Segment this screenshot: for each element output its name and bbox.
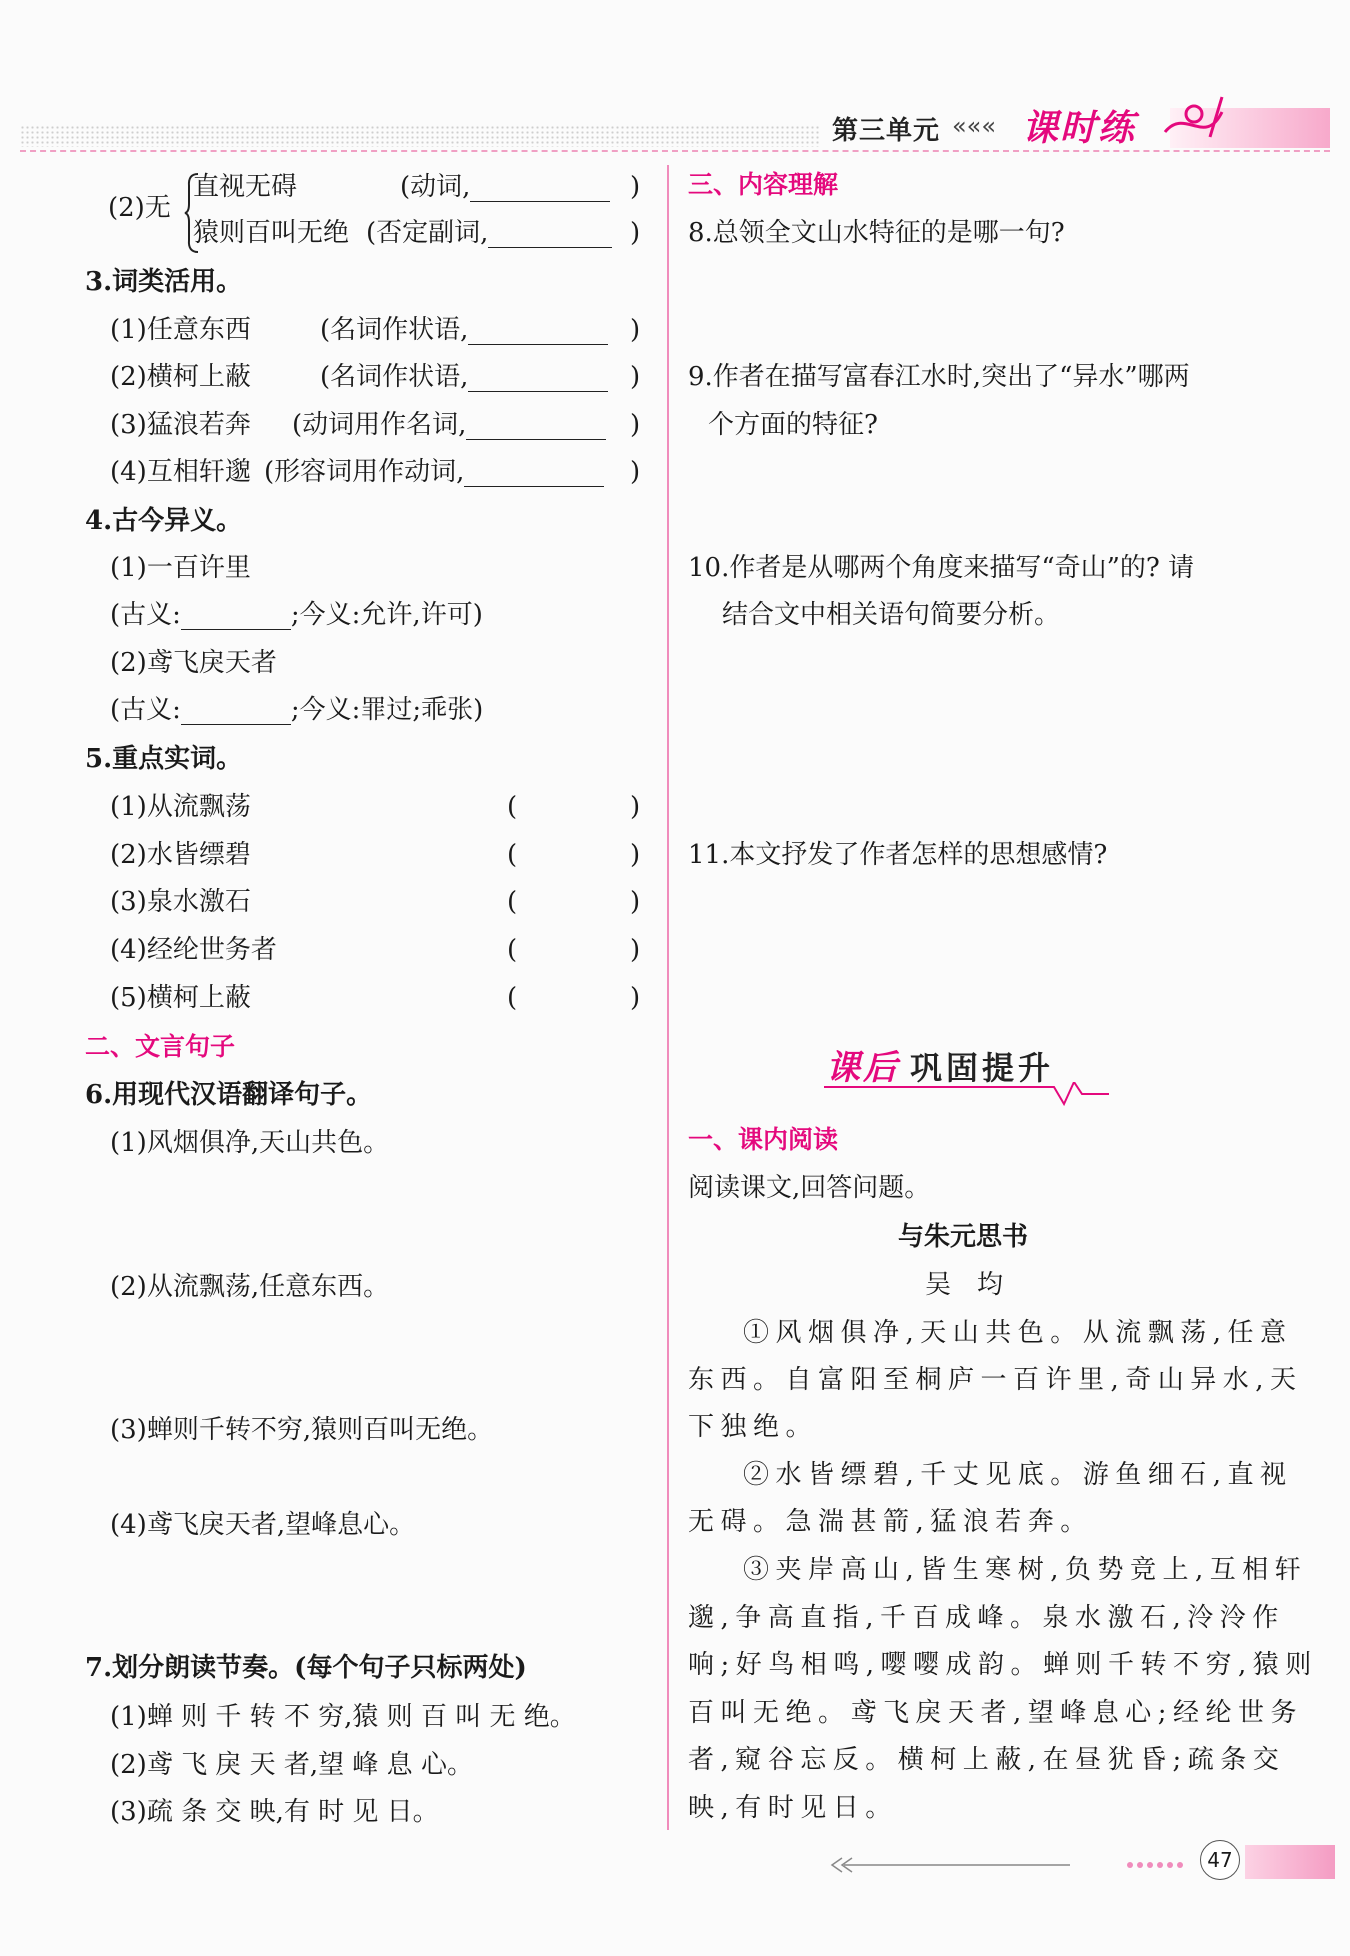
passage-line: 下独绝。 xyxy=(688,1412,819,1442)
passage-title: 与朱元思书 xyxy=(898,1222,1029,1252)
q4-item: (2)鸢飞戾天者 xyxy=(110,648,277,678)
passage-author: 吴 均 xyxy=(925,1270,1004,1300)
q3-item-hint xyxy=(320,362,608,392)
banner-label-a: 课后 xyxy=(826,1048,900,1088)
q3-item: (2)横柯上蔽 xyxy=(110,362,251,392)
answer-blank[interactable] xyxy=(181,698,291,725)
q3-item-hint xyxy=(320,315,608,345)
section-1-heading: 一、课内阅读 xyxy=(688,1125,839,1154)
q9-line-2: 个方面的特征? xyxy=(708,410,878,440)
q6-item: (2)从流飘荡,任意东西。 xyxy=(110,1272,390,1302)
q4-title: 4.古今异义。 xyxy=(85,506,243,536)
answer-blank[interactable] xyxy=(468,365,608,392)
open-paren: ( xyxy=(507,935,518,965)
open-paren: ( xyxy=(507,983,518,1013)
q4-gloss xyxy=(110,695,483,725)
q5-item: (5)横柯上蔽 xyxy=(110,983,251,1013)
passage-line: ①风烟俱净,天山共色。从流飘荡,任意 xyxy=(743,1318,1293,1348)
q5-item: (1)从流飘荡 xyxy=(110,792,251,822)
passage-line: 响;好鸟相鸣,嘤嘤成韵。蝉则千转不穷,猿则 xyxy=(688,1650,1318,1680)
q6-item: (4)鸢飞戾天者,望峰息心。 xyxy=(110,1510,416,1540)
q3-item: (3)猛浪若奔 xyxy=(110,410,251,440)
close-paren: ) xyxy=(630,887,641,917)
q3-item-hint xyxy=(292,410,606,440)
q2-item-b-hint xyxy=(366,218,612,248)
reading-intro: 阅读课文,回答问题。 xyxy=(688,1173,931,1203)
close-paren: ) xyxy=(630,410,641,440)
q11: 11.本文抒发了作者怎样的思想感情? xyxy=(688,840,1108,870)
hint-text: (动词用作名词, xyxy=(292,410,467,440)
q4-item: (1)一百许里 xyxy=(110,553,251,583)
passage-line: 邈,争高直指,千百成峰。泉水激石,泠泠作 xyxy=(688,1603,1285,1633)
double-chevron-icon: ««« xyxy=(952,112,997,140)
ancient-meaning-label: (古义: xyxy=(110,695,181,725)
page-number: 47 xyxy=(1200,1840,1240,1880)
q4-gloss xyxy=(110,600,483,630)
column-divider xyxy=(667,165,669,1830)
answer-blank[interactable] xyxy=(464,460,604,487)
close-paren: ) xyxy=(630,172,641,202)
q5-item: (3)泉水激石 xyxy=(110,887,251,917)
answer-blank[interactable] xyxy=(181,603,291,630)
hint-text: (形容词用作动词, xyxy=(264,457,465,487)
section-2-heading: 二、文言句子 xyxy=(85,1032,236,1061)
close-paren: ) xyxy=(630,935,641,965)
modern-meaning: ;今义:允许,许可) xyxy=(290,600,483,630)
section-3-heading: 三、内容理解 xyxy=(688,170,839,199)
heartbeat-line-icon xyxy=(824,1082,1109,1112)
lesson-title: 课时练 xyxy=(1022,108,1137,149)
close-paren: ) xyxy=(630,315,641,345)
q5-title: 5.重点实词。 xyxy=(85,744,243,774)
close-paren: ) xyxy=(630,792,641,822)
q10-line-1: 10.作者是从哪两个角度来描写“奇山”的? 请 xyxy=(688,553,1195,583)
q2-prefix: (2)无 xyxy=(108,193,171,223)
close-paren: ) xyxy=(630,457,641,487)
q2-item-a-text: 直视无碍 xyxy=(193,172,298,202)
q2-item-a-hint xyxy=(400,172,610,202)
passage-line: 无碍。急湍甚箭,猛浪若奔。 xyxy=(688,1507,1093,1537)
ancient-meaning-label: (古义: xyxy=(110,600,181,630)
header-dot-pattern xyxy=(20,125,820,147)
hint-text: (否定副词, xyxy=(366,218,489,248)
q3-item: (1)任意东西 xyxy=(110,315,251,345)
passage-line: ③夹岸高山,皆生寒树,负势竞上,互相轩 xyxy=(743,1555,1308,1585)
passage-line: 百叫无绝。鸢飞戾天者,望峰息心;经纶世务 xyxy=(688,1698,1304,1728)
open-paren: ( xyxy=(507,792,518,822)
passage-line: 映,有时见日。 xyxy=(688,1793,898,1823)
q5-item: (2)水皆缥碧 xyxy=(110,840,251,870)
passage-line: 者,窥谷忘反。横柯上蔽,在昼犹昏;疏条交 xyxy=(688,1745,1286,1775)
answer-blank[interactable] xyxy=(466,413,606,440)
answer-blank[interactable] xyxy=(470,175,610,202)
q9-line-1: 9.作者在描写富春江水时,突出了“异水”哪两 xyxy=(688,362,1190,392)
q7-item: (2)鸢 飞 戾 天 者,望 峰 息 心。 xyxy=(110,1750,473,1780)
close-paren: ) xyxy=(630,840,641,870)
passage-line: ②水皆缥碧,千丈见底。游鱼细石,直视 xyxy=(743,1460,1293,1490)
open-paren: ( xyxy=(507,840,518,870)
close-paren: ) xyxy=(630,983,641,1013)
q7-item: (1)蝉 则 千 转 不 穷,猿 则 百 叫 无 绝。 xyxy=(110,1702,576,1732)
answer-blank[interactable] xyxy=(488,221,612,248)
q7-title: 7.划分朗读节奏。(每个句子只标两处) xyxy=(85,1653,527,1683)
q6-title: 6.用现代汉语翻译句子。 xyxy=(85,1080,373,1110)
q6-item: (3)蝉则千转不穷,猿则百叫无绝。 xyxy=(110,1415,494,1445)
q5-item: (4)经纶世务者 xyxy=(110,935,277,965)
unit-title: 第三单元 xyxy=(832,116,941,146)
q3-item-hint xyxy=(264,457,604,487)
hint-text: (名词作状语, xyxy=(320,315,469,345)
footer-pink-band xyxy=(1245,1845,1335,1879)
passage-line: 东西。自富阳至桐庐一百许里,奇山异水,天 xyxy=(688,1365,1303,1395)
modern-meaning: ;今义:罪过;乖张) xyxy=(290,695,484,725)
q10-line-2: 结合文中相关语句简要分析。 xyxy=(722,600,1061,630)
close-paren: ) xyxy=(630,218,641,248)
q3-title: 3.词类活用。 xyxy=(85,267,243,297)
hint-text: (名词作状语, xyxy=(320,362,469,392)
hint-text: (动词, xyxy=(400,172,471,202)
footer-arrow-icon xyxy=(830,1855,1200,1875)
open-paren: ( xyxy=(507,887,518,917)
swirl-decoration-icon xyxy=(1160,92,1230,152)
close-paren: ) xyxy=(630,362,641,392)
q3-item: (4)互相轩邈 xyxy=(110,457,251,487)
answer-blank[interactable] xyxy=(468,318,608,345)
q2-item-a xyxy=(193,172,297,202)
q7-item: (3)疏 条 交 映,有 时 见 日。 xyxy=(110,1797,439,1827)
q8: 8.总领全文山水特征的是哪一句? xyxy=(688,218,1065,248)
q2-item-b: 猿则百叫无绝 xyxy=(193,218,350,248)
q6-item: (1)风烟俱净,天山共色。 xyxy=(110,1128,390,1158)
banner-label-b: 巩固提升 xyxy=(910,1049,1055,1087)
